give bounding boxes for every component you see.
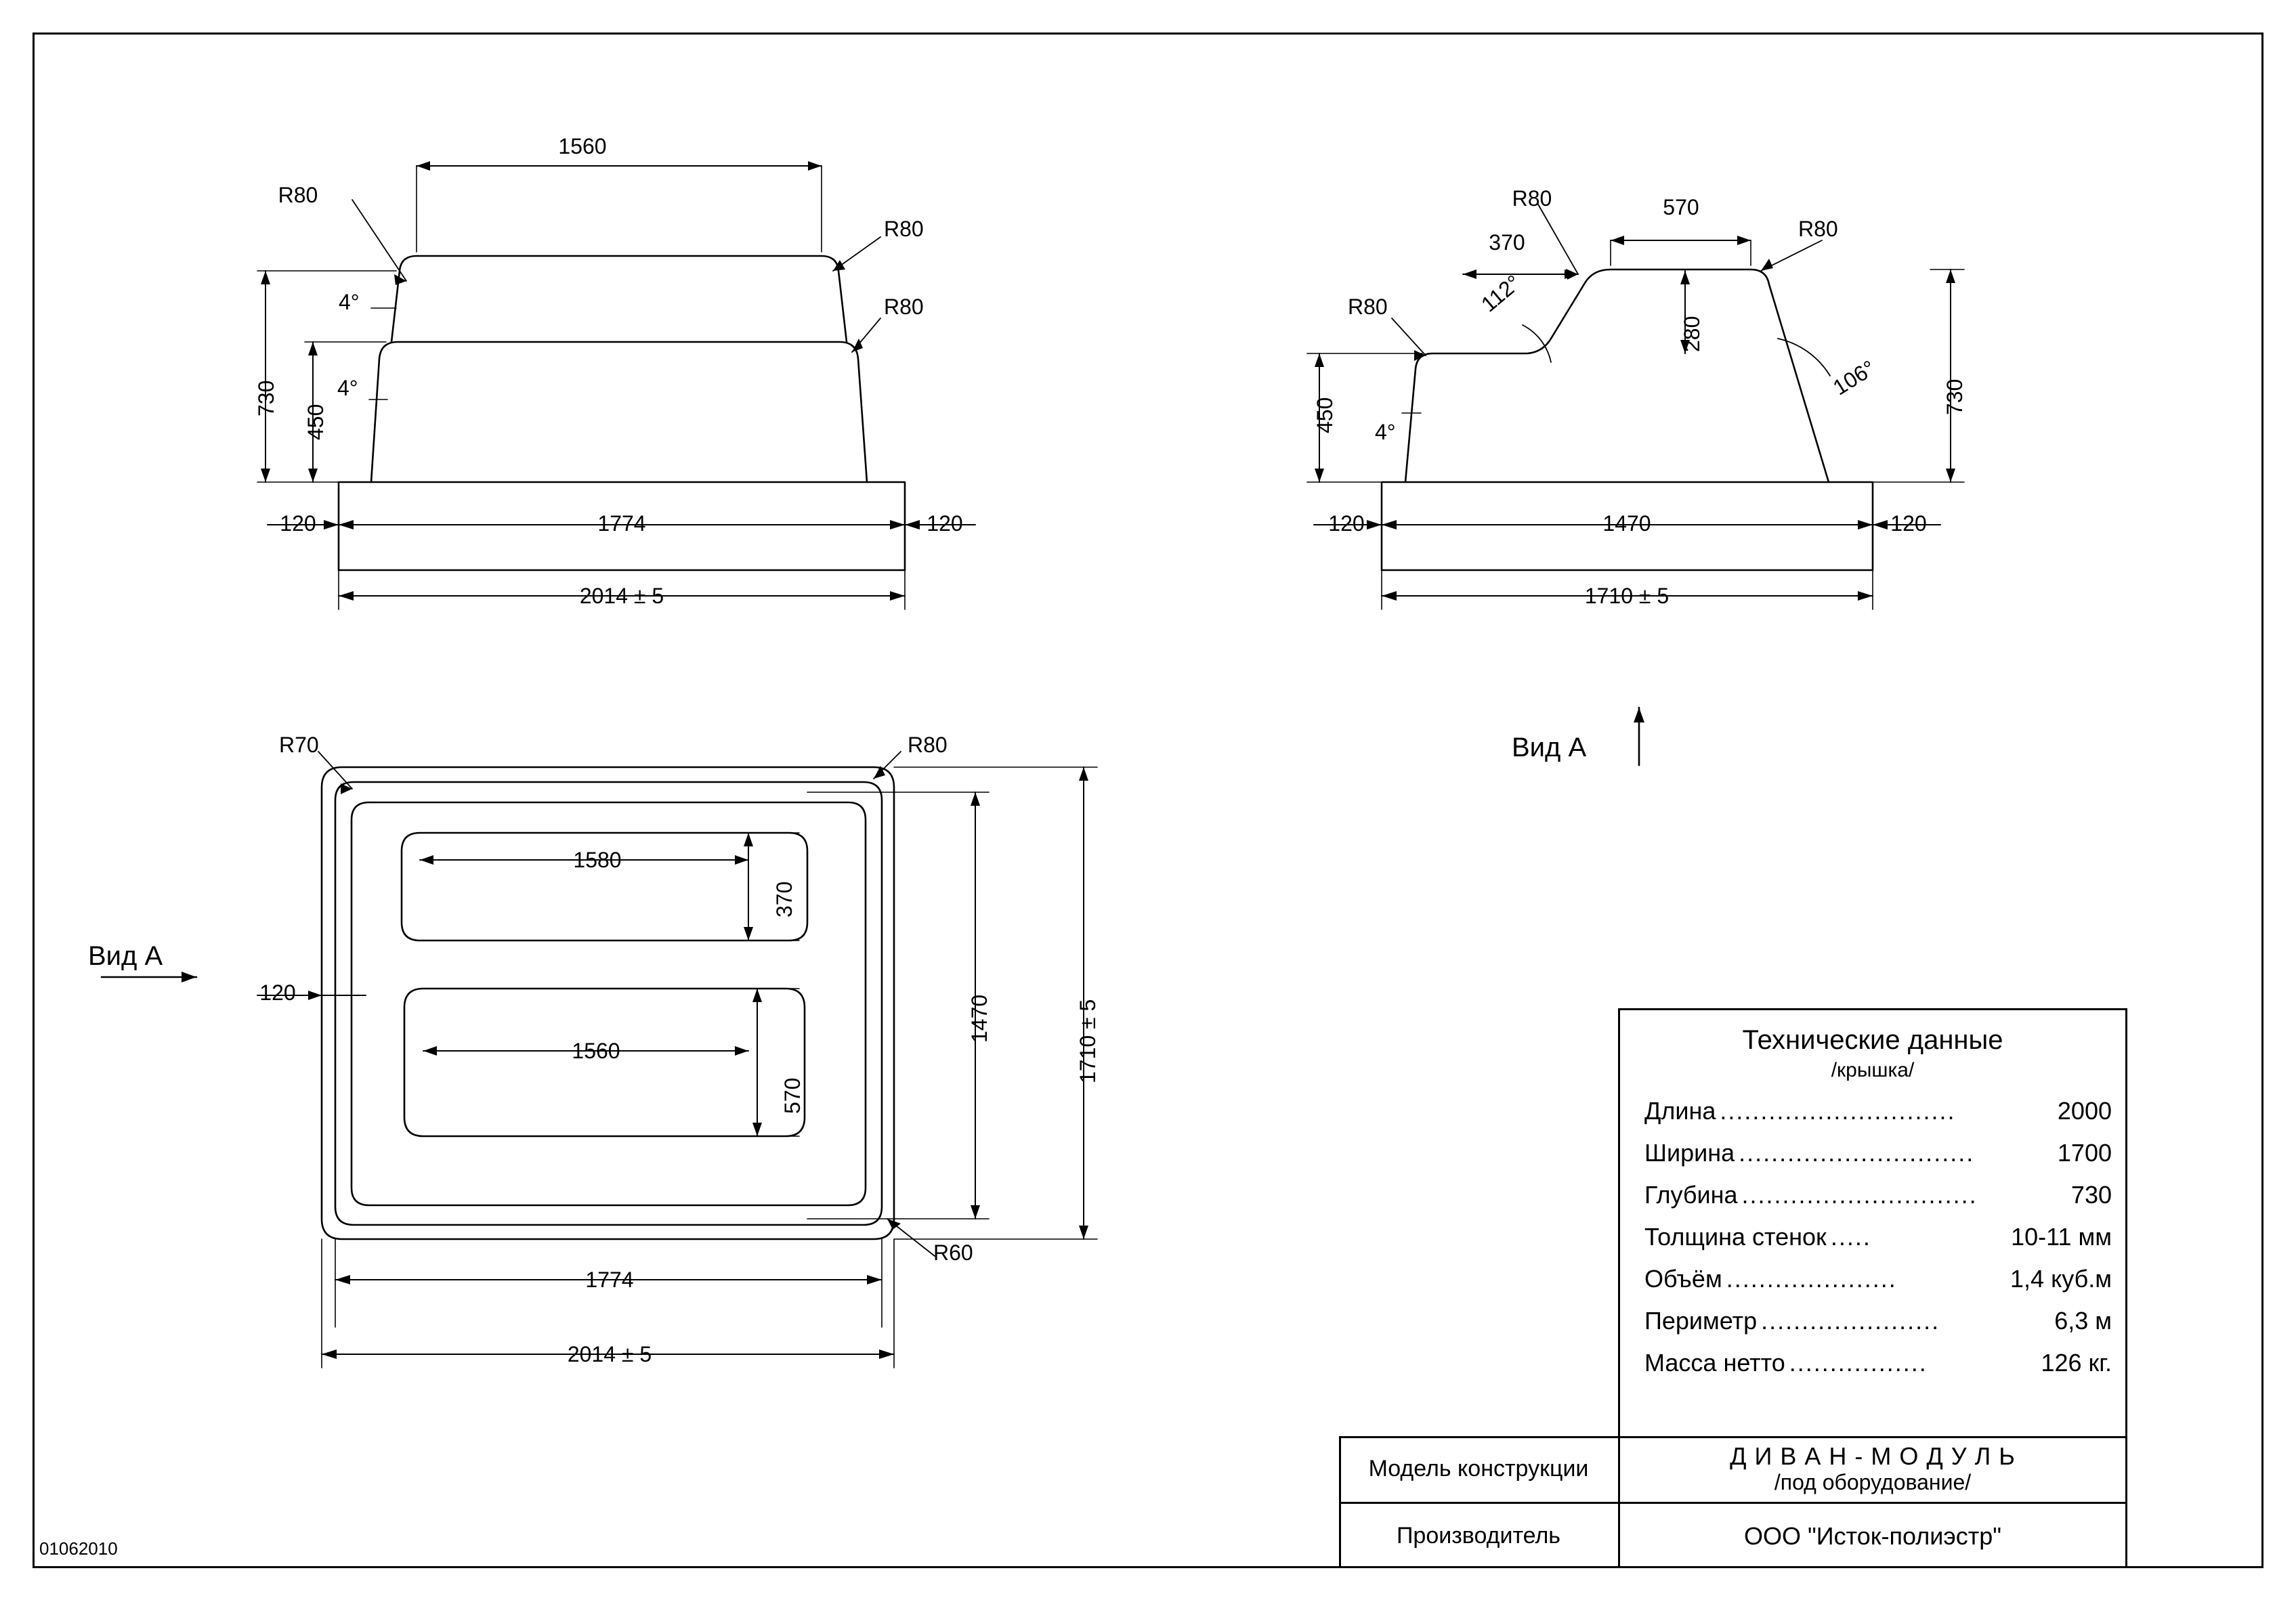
top-label-r70: R70 <box>279 733 319 757</box>
view-a-label-right: Вид А <box>1512 733 1587 762</box>
top-label-r80: R80 <box>908 733 948 757</box>
tech-row-net-mass-dots: ................. <box>1789 1349 1928 1377</box>
front-dim-left-offset: 120 <box>280 511 316 536</box>
top-dim-base-width: 1774 <box>585 1268 634 1292</box>
tech-row-perimeter <box>1644 1307 2112 1335</box>
model-value-line1: Д И В А Н - М О Д У Л Ь <box>1730 1442 2016 1471</box>
side-angle-112: 112° <box>1476 269 1526 317</box>
tech-row-volume-dots: ..................... <box>1726 1265 1897 1293</box>
tech-row-width-key: Ширина <box>1644 1139 1735 1167</box>
tech-row-width-dots: ............................. <box>1739 1139 1975 1167</box>
view-a-label-left: Вид А <box>88 941 163 971</box>
top-dim-1580: 1580 <box>573 848 622 872</box>
top-dim-inner-depth: 1470 <box>967 994 992 1043</box>
side-angle-106: 106° <box>1829 355 1880 400</box>
front-dim-height-total: 730 <box>254 380 278 416</box>
front-angle-mid: 4° <box>337 376 358 400</box>
side-label-r80-right: R80 <box>1798 217 1838 241</box>
tech-row-width-value: 1700 <box>2057 1139 2112 1167</box>
tech-row-length <box>1644 1097 2112 1125</box>
tech-row-wall-thickness-dots: ..... <box>1830 1223 1871 1251</box>
side-label-r80-left: R80 <box>1348 295 1388 319</box>
tech-row-depth-key: Глубина <box>1644 1181 1738 1209</box>
tech-row-width <box>1644 1139 2112 1167</box>
tech-row-wall-thickness <box>1644 1223 2112 1251</box>
tech-row-volume-value: 1,4 куб.м <box>2010 1265 2112 1293</box>
top-dim-overall-width: 2014 ± 5 <box>567 1342 652 1366</box>
front-label-r80-midright: R80 <box>884 295 924 319</box>
tech-row-volume <box>1644 1265 2112 1293</box>
tech-data-title: Технические данные <box>1742 1025 2003 1055</box>
tech-row-net-mass-key: Масса нетто <box>1644 1349 1785 1377</box>
top-dim-370: 370 <box>772 881 796 917</box>
tech-row-wall-thickness-key: Толщина стенок <box>1644 1223 1827 1251</box>
front-dim-height-mid: 450 <box>303 404 328 440</box>
top-dim-overall-depth: 1710 ± 5 <box>1076 999 1100 1083</box>
tech-row-perimeter-value: 6,3 м <box>2054 1307 2112 1335</box>
tech-data-panel <box>1618 1008 2127 1436</box>
side-dim-left-offset: 120 <box>1328 511 1365 536</box>
side-dim-right-offset: 120 <box>1890 511 1927 536</box>
tech-row-depth-value: 730 <box>2070 1181 2112 1209</box>
tech-row-net-mass-value: 126 кг. <box>2041 1349 2112 1377</box>
front-dim-base-width: 1774 <box>597 511 646 536</box>
front-label-r80-topright: R80 <box>884 217 924 241</box>
front-dim-right-offset: 120 <box>927 511 963 536</box>
side-angle-4: 4° <box>1375 420 1396 444</box>
side-dim-height-total: 730 <box>1942 379 1967 415</box>
tech-row-length-dots: ............................. <box>1720 1097 1956 1125</box>
front-dim-top-width: 1560 <box>558 134 607 158</box>
model-label: Модель конструкции <box>1368 1456 1589 1482</box>
manufacturer-value: ООО "Исток-полиэстр" <box>1743 1521 2001 1550</box>
side-dim-370: 370 <box>1489 230 1525 255</box>
model-value-line2: /под оборудование/ <box>1774 1469 1972 1494</box>
front-dim-overall-width: 2014 ± 5 <box>579 584 664 608</box>
tech-row-perimeter-dots: ...................... <box>1761 1307 1940 1335</box>
front-label-r80-topleft: R80 <box>278 183 318 207</box>
tech-row-length-key: Длина <box>1644 1097 1716 1125</box>
side-label-r80-mid: R80 <box>1512 186 1552 211</box>
side-dim-450: 450 <box>1313 397 1337 433</box>
front-angle-top: 4° <box>339 290 360 314</box>
tech-row-volume-key: Объём <box>1644 1265 1722 1293</box>
tech-row-net-mass <box>1644 1349 2112 1377</box>
side-dim-570: 570 <box>1663 195 1699 219</box>
top-dim-570: 570 <box>780 1077 805 1114</box>
top-label-r60: R60 <box>933 1240 973 1265</box>
manufacturer-label: Производитель <box>1396 1523 1561 1549</box>
tech-row-length-value: 2000 <box>2057 1097 2112 1125</box>
side-dim-overall-width: 1710 ± 5 <box>1584 584 1670 608</box>
top-dim-1560: 1560 <box>572 1039 620 1063</box>
document-number: 01062010 <box>39 1538 118 1559</box>
side-dim-280: 280 <box>1680 316 1704 352</box>
top-dim-left-offset: 120 <box>259 980 296 1005</box>
tech-row-depth-dots: ............................. <box>1741 1181 1978 1209</box>
tech-row-wall-thickness-value: 10-11 мм <box>2011 1223 2112 1251</box>
tech-row-depth <box>1644 1181 2112 1209</box>
tech-row-perimeter-key: Периметр <box>1644 1307 1758 1335</box>
side-dim-base-width: 1470 <box>1602 511 1651 536</box>
tech-data-subtitle: /крышка/ <box>1831 1059 1915 1081</box>
